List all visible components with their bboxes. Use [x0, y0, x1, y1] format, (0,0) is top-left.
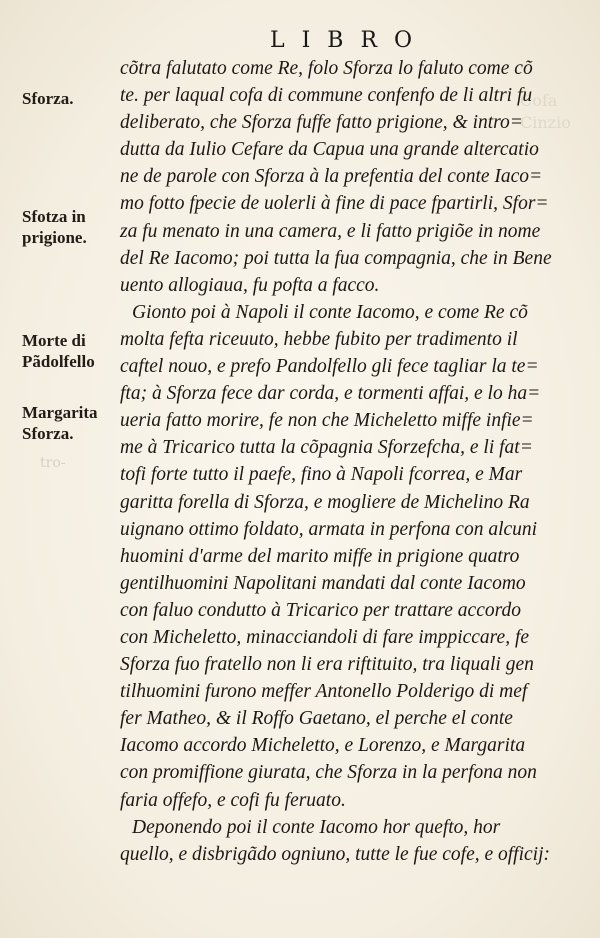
margin-note-margarita	[22, 402, 98, 444]
text-line: molta fefta riceuuto, hebbe fubito per tradimento il	[120, 328, 518, 350]
margin-note-line: Margarita	[22, 403, 98, 422]
text-line: cõtra falutato come Re, folo Sforza lo faluto come cõ	[120, 58, 533, 79]
text-line: tilhuomini furono meffer Antonello Polderigo di mef	[120, 681, 528, 703]
bleed-word: Cinzio	[520, 113, 571, 132]
bleed-through-text-left: tro-	[40, 455, 66, 471]
text-line: ne de parole con Sforza à la prefentia del conte Iaco=	[120, 166, 543, 188]
text-line: fer Matheo, & il Roffo Gaetano, el perche el conte	[120, 708, 513, 730]
text-line: gentilhuomini Napolitani mandati dal conte Iacomo	[120, 572, 526, 594]
text-line: uento allogiaua, fu pofta a facco.	[120, 274, 380, 296]
text-line: garitta forella di Sforza, e mogliere de Michelino Ra	[120, 491, 530, 513]
text-line-paragraph-start: Deponendo poi il conte Iacomo hor quefto, hor	[132, 816, 501, 838]
text-line: deliberato, che Sforza fuffe fatto prigione, & intro=	[120, 112, 523, 134]
text-line: mo fotto fpecie de uolerli à fine di pace fpartirli, Sfor=	[120, 193, 549, 215]
margin-note-line: Pãdolfello	[22, 352, 95, 371]
main-text-block	[120, 55, 580, 868]
text-line: con promiffione giurata, che Sforza in la perfona non	[120, 762, 537, 784]
margin-note-line: Sforza.	[22, 424, 74, 443]
text-line: me à Tricarico tutta la cõpagnia Sforzefcha, e li fat=	[120, 437, 533, 459]
text-line: del Re Iacomo; poi tutta la fua compagnia, che in Bene	[120, 247, 552, 269]
text-line: con Micheletto, minacciandoli di fare imppiccare, fe	[120, 626, 530, 648]
margin-note-line: Sfotza in	[22, 207, 86, 226]
text-line: uignano ottimo foldato, armata in perfona con alcuni	[120, 518, 538, 540]
text-line: Sforza fuo fratello non li era riftituito, tra liquali gen	[120, 654, 534, 676]
text-line: con faluo condutto à Tricarico per trattare accordo	[120, 599, 521, 621]
text-line: huomini d'arme del marito miffe in prigione quatro	[120, 545, 520, 567]
margin-note-line: Morte di	[22, 331, 86, 350]
text-line: dutta da Iulio Cefare da Capua una grande altercatio	[120, 139, 539, 161]
bleed-word: Cofa	[520, 91, 558, 110]
text-line: Iacomo accordo Micheletto, e Lorenzo, e Margarita	[120, 735, 526, 757]
margin-note-morte-pandolfello	[22, 330, 95, 372]
text-line: tofi forte tutto il paefe, fino à Napoli fcorrea, e Mar	[120, 464, 523, 486]
text-line: te. per laqual cofa di commune confenfo de li altri fu	[120, 85, 533, 107]
text-line: quello, e disbrigãdo ogniuno, tutte le fue cofe, e officij:	[120, 843, 550, 865]
text-line: fta; à Sforza fece dar corda, e tormenti affai, e lo ha=	[120, 383, 541, 405]
margin-note-sforza-prigione	[22, 206, 87, 248]
text-line: za fu menato in una camera, e li fatto prigiõe in nome	[120, 220, 541, 242]
margin-note-line: Sforza.	[22, 89, 74, 108]
margin-note-sforza	[22, 88, 73, 109]
running-head: L I B R O	[270, 28, 418, 53]
text-line: caftel nouo, e prefo Pandolfello gli fece tagliar la te=	[120, 356, 539, 378]
text-line: faria offefo, e cofi fu feruato.	[120, 789, 346, 811]
text-line-paragraph-start: Gionto poi à Napoli il conte Iacomo, e come Re cõ	[132, 301, 528, 323]
margin-note-line: prigione.	[22, 228, 87, 247]
text-line: ueria fatto morire, fe non che Micheletto miffe infie=	[120, 410, 534, 432]
